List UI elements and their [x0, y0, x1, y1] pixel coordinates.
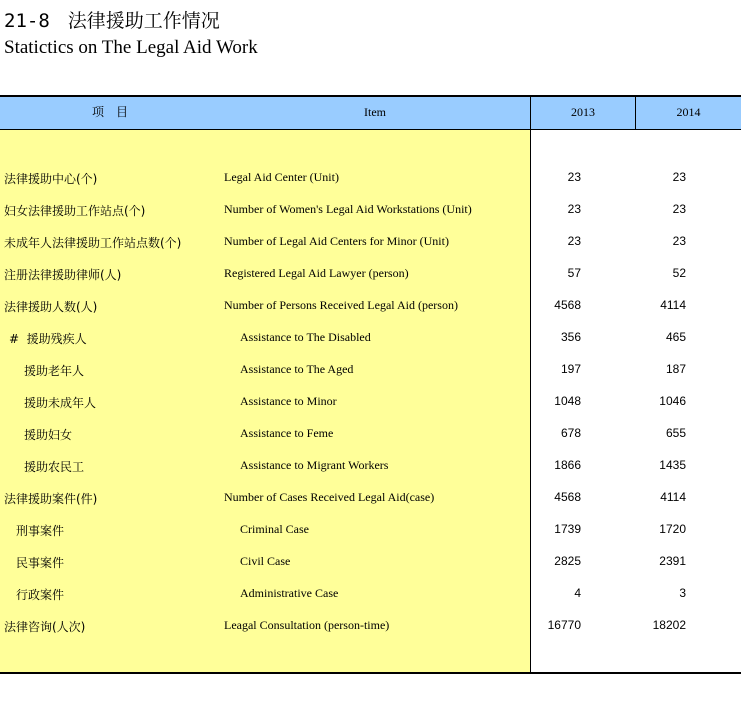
row-label-en: Leagal Consultation (person-time)	[224, 618, 390, 632]
row-label-en: Assistance to Minor	[240, 394, 337, 408]
table-row	[0, 450, 741, 482]
row-label-cn: 妇女法律援助工作站点(个)	[4, 204, 146, 218]
cell-2014: 23	[672, 202, 686, 216]
row-label-cn: # 援助残疾人	[9, 332, 87, 346]
table-row	[0, 290, 741, 322]
cell-2014: 1435	[659, 458, 686, 472]
row-label-cn: 援助农民工	[24, 460, 85, 474]
row-label-cn: 民事案件	[16, 556, 65, 570]
title-cn-text: 法律援助工作情况	[67, 10, 220, 32]
table-row	[0, 578, 741, 610]
cell-2013: 1739	[554, 522, 581, 536]
row-label-en: Number of Cases Received Legal Aid(case)	[224, 490, 435, 504]
table-row	[0, 226, 741, 258]
table-row	[0, 354, 741, 386]
table-row	[0, 482, 741, 514]
cell-2013: 23	[567, 170, 581, 184]
cell-2014: 655	[665, 426, 686, 440]
table-row	[0, 386, 741, 418]
cell-2013: 2825	[554, 554, 581, 568]
header-item-cn: 项 目	[91, 105, 128, 119]
table-row	[0, 194, 741, 226]
row-label-cn: 刑事案件	[16, 524, 65, 538]
cell-2013: 4	[574, 586, 581, 600]
cell-2014: 1046	[659, 394, 686, 408]
data-table	[0, 95, 741, 674]
table-title-en: Statictics on The Legal Aid Work	[4, 37, 258, 58]
row-label-en: Legal Aid Center (Unit)	[224, 170, 339, 184]
row-label-en: Assistance to The Disabled	[240, 330, 371, 344]
row-label-en: Number of Legal Aid Centers for Minor (Unit)	[224, 234, 449, 248]
cell-2014: 4114	[660, 298, 686, 312]
row-label-en: Registered Legal Aid Lawyer (person)	[224, 266, 409, 280]
cell-2014: 23	[672, 170, 686, 184]
cell-2013: 23	[567, 202, 581, 216]
cell-2014: 52	[672, 266, 686, 280]
cell-2013: 57	[567, 266, 581, 280]
row-label-cn: 援助老年人	[24, 364, 85, 378]
header-year-2014: 2014	[676, 105, 701, 119]
cell-2014: 1720	[659, 522, 686, 536]
row-label-en: Assistance to Migrant Workers	[240, 458, 389, 472]
cell-2013: 16770	[547, 618, 581, 632]
row-label-en: Number of Women's Legal Aid Workstations (Unit)	[224, 202, 472, 216]
row-label-en: Assistance to The Aged	[240, 362, 354, 376]
table-row	[0, 258, 741, 290]
table-row	[0, 418, 741, 450]
cell-2014: 187	[665, 362, 686, 376]
table-row	[0, 514, 741, 546]
cell-2013: 4568	[554, 298, 581, 312]
cell-2013: 1866	[554, 458, 581, 472]
cell-2013: 1048	[554, 394, 581, 408]
table-row	[0, 162, 741, 194]
cell-2013: 678	[560, 426, 581, 440]
row-label-en: Number of Persons Received Legal Aid (person)	[224, 298, 458, 312]
row-label-cn: 援助妇女	[24, 428, 73, 442]
cell-2014: 4114	[660, 490, 686, 504]
table-row	[0, 610, 741, 642]
row-label-cn: 援助未成年人	[24, 396, 97, 410]
row-label-cn: 法律咨询(人次)	[4, 620, 86, 634]
cell-2013: 23	[567, 234, 581, 248]
cell-2014: 18202	[652, 618, 686, 632]
header-item-en: Item	[364, 105, 386, 119]
table-row	[0, 322, 741, 354]
header-year-2013: 2013	[571, 105, 595, 119]
row-label-cn: 行政案件	[16, 588, 65, 602]
row-label-en: Criminal Case	[240, 522, 309, 536]
row-label-en: Civil Case	[240, 554, 291, 568]
cell-2014: 2391	[659, 554, 686, 568]
cell-2014: 23	[672, 234, 686, 248]
cell-2013: 4568	[554, 490, 581, 504]
table-title-cn	[4, 6, 220, 33]
row-label-en: Administrative Case	[240, 586, 339, 600]
row-label-en: Assistance to Feme	[240, 426, 334, 440]
cell-2013: 197	[560, 362, 581, 376]
cell-2013: 356	[560, 330, 581, 344]
table-row	[0, 546, 741, 578]
cell-2014: 465	[665, 330, 686, 344]
table-number: 21-8	[4, 10, 50, 32]
row-label-cn: 法律援助人数(人)	[4, 300, 98, 314]
row-label-cn: 法律援助中心(个)	[4, 172, 98, 186]
row-label-cn: 注册法律援助律师(人)	[4, 268, 122, 282]
cell-2014: 3	[679, 586, 686, 600]
row-label-cn: 法律援助案件(件)	[4, 492, 98, 506]
row-label-cn: 未成年人法律援助工作站点数(个)	[4, 236, 182, 250]
table-bottom-rule	[0, 672, 741, 674]
